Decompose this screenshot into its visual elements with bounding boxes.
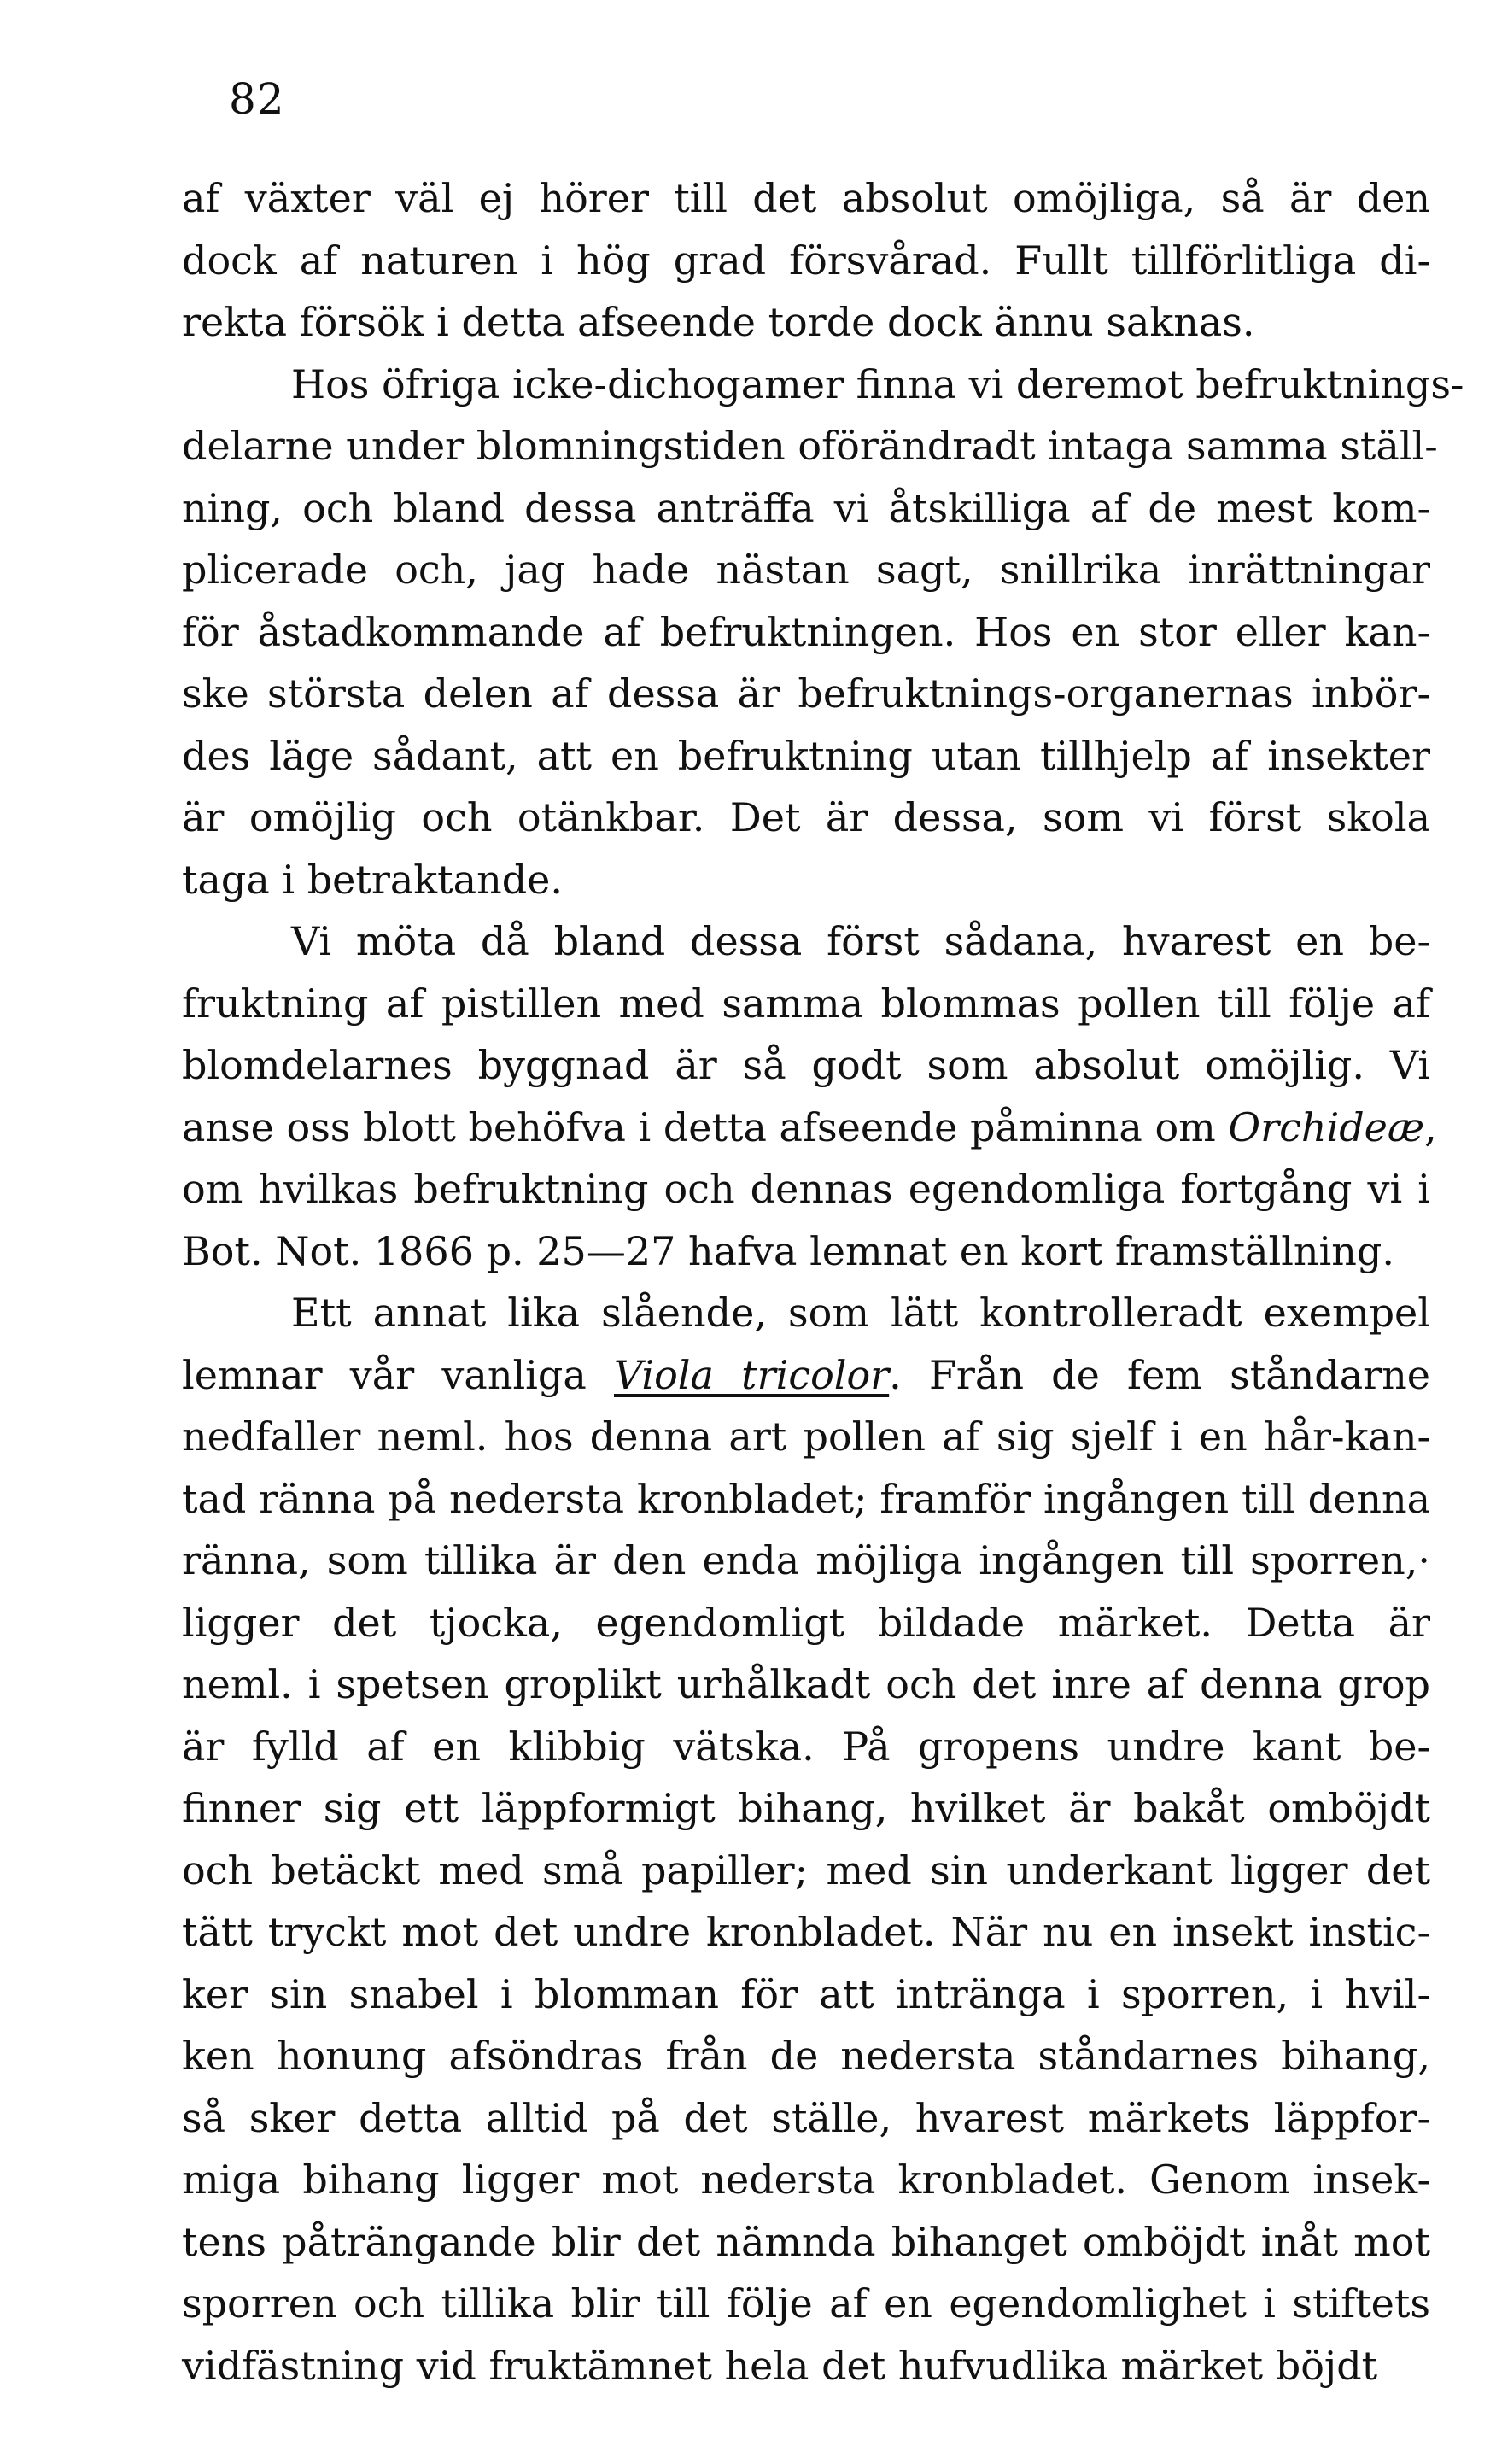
text-line-3: rekta försök i detta afseende torde dock ännu saknas.	[182, 299, 1255, 345]
text-line-4: Hos öfriga icke-dichogamer finna vi deremot befruktnings-	[291, 360, 1464, 407]
text-line-25: neml. i spetsen groplikt urhålkadt och det inre af denna grop	[182, 1661, 1430, 1707]
text-line-8: för åstadkommande af befruktningen. Hos en stor eller kan-	[182, 608, 1430, 655]
text-line-19: Ett annat lika slående, som lätt kontrolleradt exempel	[291, 1290, 1430, 1336]
text-line-35: sporren och tillika blir till följe af en egendomlighet i stiftets	[182, 2280, 1430, 2326]
text-line-12: taga i betraktande.	[182, 856, 564, 903]
text-line-11: är omöjlig och otänkbar. Det är dessa, som vi först skola	[182, 794, 1430, 840]
text-line-29: tätt tryckt mot det undre kronbladet. När nu en insekt instic-	[182, 1909, 1430, 1955]
italic-term-orchideae: Orchideæ	[1228, 1103, 1425, 1150]
text-line-9: ske största delen af dessa är befruktnings-organernas inbör-	[182, 670, 1430, 717]
italic-term-viola-tricolor: Viola tricolor	[613, 1351, 890, 1398]
text-line-2: dock af naturen i hög grad försvårad. Fullt tillförlitliga di-	[182, 237, 1430, 284]
text-line-34: tens påträngande blir det nämnda bihanget omböjdt inåt mot	[182, 2218, 1430, 2265]
text-line-20-start: lemnar vår vanliga	[182, 1351, 614, 1398]
text-line-10: des läge sådant, att en befruktning utan tillhjelp af insekter	[182, 732, 1430, 779]
text-line-18: Bot. Not. 1866 p. 25—27 hafva lemnat en kort framställning.	[182, 1227, 1394, 1274]
text-line-27: finner sig ett läppformigt bihang, hvilket är bakåt omböjdt	[182, 1785, 1430, 1831]
text-line-15: blomdelarnes byggnad är så godt som absolut omöjlig. Vi	[182, 1042, 1430, 1088]
text-line-1: af växter väl ej hörer till det absolut omöjliga, så är den	[182, 175, 1430, 221]
body-text	[182, 167, 1464, 2397]
text-line-7: plicerade och, jag hade nästan sagt, snillrika inrättningar	[182, 547, 1430, 593]
text-line-16	[182, 1097, 1437, 1159]
text-line-36: vidfästning vid fruktämnet hela det hufvudlika märket böjdt	[182, 2342, 1378, 2389]
text-line-22: tad ränna på nedersta kronbladet; framför ingången till denna	[182, 1475, 1430, 1522]
text-line-24: ligger det tjocka, egendomligt bildade märket. Detta är	[182, 1599, 1430, 1646]
text-line-20	[182, 1344, 1430, 1407]
text-line-17: om hvilkas befruktning och dennas egendomliga fortgång vi i	[182, 1166, 1430, 1212]
text-line-23: ränna, som tillika är den enda möjliga ingången till sporren,·	[182, 1537, 1430, 1583]
text-line-30: ker sin snabel i blomman för att intränga i sporren, i hvil-	[182, 1970, 1430, 2017]
text-line-28: och betäckt med små papiller; med sin underkant ligger det	[182, 1847, 1430, 1893]
text-line-13: Vi möta då bland dessa först sådana, hvarest en be-	[291, 918, 1430, 964]
text-line-5: delarne under blomningstiden oförändradt intaga samma ställ-	[182, 423, 1438, 469]
page-number: 82	[229, 74, 285, 124]
text-line-16-end: ,	[1424, 1103, 1437, 1150]
text-line-33: miga bihang ligger mot nedersta kronbladet. Genom insek-	[182, 2157, 1430, 2203]
text-line-14: fruktning af pistillen med samma blommas pollen till följe af	[182, 980, 1430, 1027]
text-line-6: ning, och bland dessa anträffa vi åtskilliga af de mest kom-	[182, 484, 1430, 531]
text-line-31: ken honung afsöndras från de nedersta ståndarnes bihang,	[182, 2033, 1430, 2079]
text-line-21: nedfaller neml. hos denna art pollen af sig sjelf i en hår-kan-	[182, 1413, 1430, 1460]
text-line-20-end: . Från de fem ståndarne	[889, 1351, 1430, 1398]
text-line-16-start: anse oss blott behöfva i detta afseende påminna om	[182, 1103, 1229, 1150]
text-line-26: är fylld af en klibbig vätska. På gropens undre kant be-	[182, 1723, 1430, 1770]
text-line-32: så sker detta alltid på det ställe, hvarest märkets läppfor-	[182, 2094, 1430, 2141]
